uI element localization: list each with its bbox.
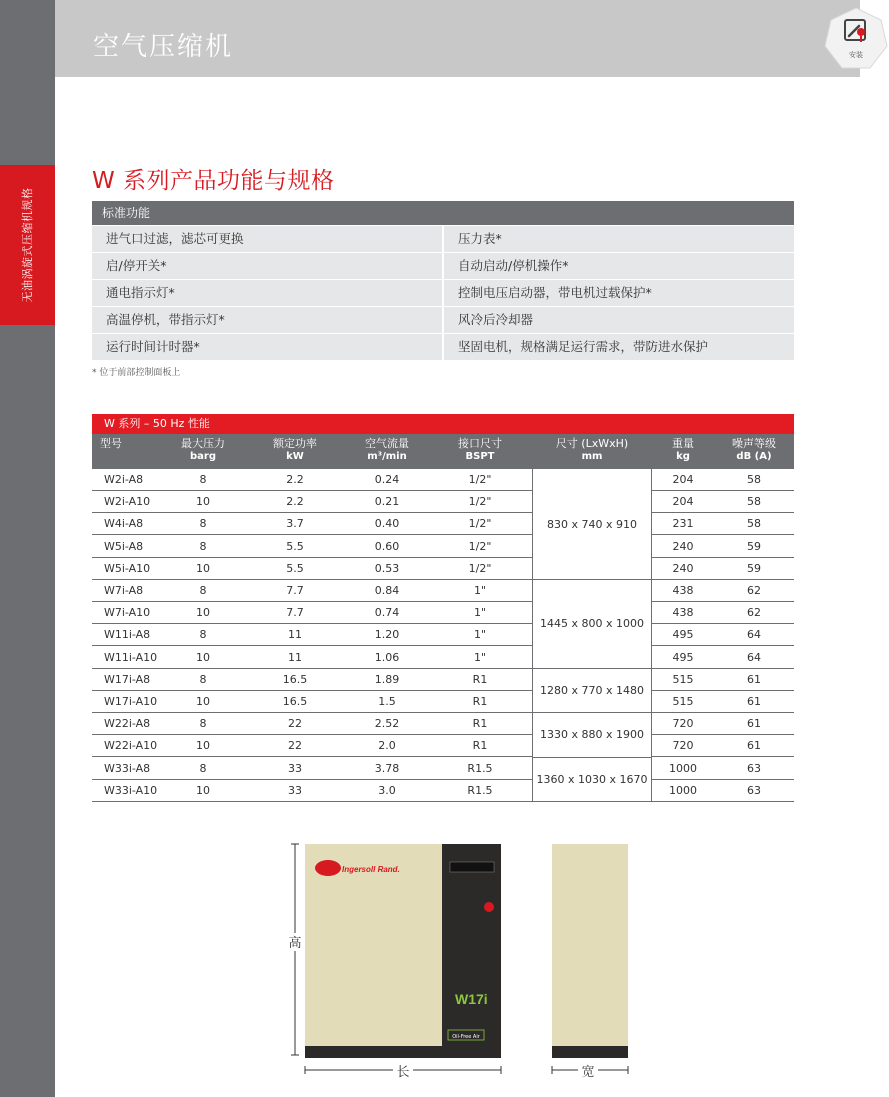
table-cell: 240: [672, 539, 694, 553]
table-row: [92, 691, 794, 713]
table-cell: 1/2": [468, 473, 492, 486]
table-cell: W22i-A8: [104, 717, 151, 731]
table-cell: 2.52: [374, 717, 400, 731]
column-label: 空气流量: [365, 437, 409, 450]
table-cell: W7i-A10: [104, 606, 151, 620]
table-cell: 0.53: [374, 561, 400, 575]
table-cell: 1.20: [374, 628, 400, 642]
footnote: * 位于前部控制面板上: [92, 368, 181, 378]
control-panel: [442, 844, 501, 1058]
column-header: [532, 437, 652, 463]
table-cell: 1/2": [468, 517, 492, 531]
feature-row: [92, 279, 794, 306]
table-cell: 2.0: [378, 739, 396, 753]
table-cell: 204: [672, 473, 694, 486]
table-cell: R1: [472, 739, 488, 753]
table-cell: 11: [288, 628, 302, 642]
table-cell: 495: [672, 650, 694, 664]
table-cell: 204: [672, 495, 694, 509]
height-label: 高: [288, 936, 302, 951]
spec-table: [92, 414, 794, 802]
table-cell: 3.7: [286, 517, 304, 531]
feature-cell: 进气口过滤，滤芯可更换: [92, 226, 442, 252]
page-header: [55, 0, 863, 77]
table-cell: R1: [472, 695, 488, 708]
table-row: [92, 558, 794, 580]
table-cell: 33: [288, 783, 302, 797]
table-cell: 62: [747, 606, 761, 620]
column-unit: BSPT: [465, 451, 495, 462]
spec-column-headers: [92, 434, 794, 469]
table-cell: 2.2: [286, 473, 304, 486]
feature-cell: 启/停开关*: [92, 253, 442, 279]
table-cell: 1": [473, 584, 487, 597]
table-cell: 3.78: [374, 761, 400, 775]
table-cell: W17i-A10: [104, 695, 158, 708]
table-cell: 1": [473, 606, 487, 620]
table-cell: 720: [672, 739, 694, 753]
oil-free-tag: Oil-Free Air: [452, 1034, 480, 1040]
feature-cell: 压力表*: [442, 226, 794, 252]
table-cell: 0.40: [374, 517, 400, 531]
column-label: 最大压力: [181, 437, 225, 450]
table-cell: W11i-A8: [104, 628, 151, 642]
column-header: [170, 437, 236, 463]
features-table: [92, 201, 794, 360]
column-unit: kg: [676, 451, 690, 462]
dimension-cell: 1360 x 1030 x 1670: [532, 758, 652, 802]
feature-cell: 坚固电机，规格满足运行需求，带防进水保护: [442, 334, 794, 360]
table-row: [92, 647, 794, 669]
badge-label: 安装: [849, 51, 863, 59]
model-mark: W17i: [455, 991, 488, 1007]
features-heading: 标准功能: [92, 201, 794, 225]
feature-row: [92, 252, 794, 279]
column-unit: mm: [581, 451, 603, 462]
table-cell: 0.21: [374, 495, 400, 509]
feature-cell: 风冷后冷却器: [442, 307, 794, 333]
table-cell: W17i-A8: [104, 672, 151, 686]
table-cell: 10: [196, 495, 210, 509]
dimension-cell: 1280 x 770 x 1480: [532, 669, 652, 713]
feature-cell: 自动启动/停机操作*: [442, 253, 794, 279]
table-cell: 8: [199, 717, 207, 731]
table-row: [92, 602, 794, 624]
table-cell: 0.74: [374, 606, 400, 620]
table-cell: 58: [747, 473, 761, 486]
table-cell: 61: [747, 717, 761, 731]
column-label: 接口尺寸: [458, 437, 502, 450]
table-cell: 10: [196, 561, 210, 575]
table-cell: 0.60: [374, 539, 400, 553]
table-cell: 5.5: [286, 561, 304, 575]
table-cell: 1/2": [468, 561, 492, 575]
table-row: [92, 513, 794, 535]
table-cell: 16.5: [282, 695, 308, 708]
table-row: [92, 469, 794, 491]
table-cell: 61: [747, 672, 761, 686]
table-cell: 495: [672, 628, 694, 642]
dimension-cell: 830 x 740 x 910: [532, 469, 652, 580]
wrench-icon: [823, 6, 889, 72]
table-cell: W11i-A10: [104, 650, 158, 664]
spec-rows: [92, 469, 794, 802]
table-row: [92, 780, 794, 802]
table-cell: 63: [747, 761, 761, 775]
table-cell: 1.5: [378, 695, 396, 708]
table-cell: 64: [747, 628, 761, 642]
table-cell: 720: [672, 717, 694, 731]
table-row: [92, 580, 794, 602]
table-cell: 22: [288, 717, 302, 731]
table-cell: 8: [199, 539, 207, 553]
table-cell: 8: [199, 672, 207, 686]
table-cell: 58: [747, 517, 761, 531]
table-cell: 59: [747, 539, 761, 553]
table-cell: 59: [747, 561, 761, 575]
table-cell: 58: [747, 495, 761, 509]
brand-name: Ingersoll Rand.: [342, 865, 400, 874]
table-cell: 33: [288, 761, 302, 775]
table-cell: 10: [196, 695, 210, 708]
table-cell: 3.0: [378, 783, 396, 797]
section-title: W 系列产品功能与规格: [92, 168, 335, 194]
feature-cell: 通电指示灯*: [92, 280, 442, 306]
feature-row: [92, 225, 794, 252]
table-row: [92, 536, 794, 558]
table-row: [92, 758, 794, 780]
table-cell: 61: [747, 695, 761, 708]
table-cell: 8: [199, 473, 207, 486]
length-label: 长: [396, 1065, 410, 1080]
table-cell: 16.5: [282, 672, 308, 686]
table-cell: R1: [472, 672, 488, 686]
column-header: [720, 437, 788, 463]
column-unit: dB (A): [736, 451, 772, 462]
column-label: 重量: [672, 437, 694, 450]
table-cell: 1": [473, 628, 487, 642]
table-cell: 515: [672, 695, 694, 708]
table-cell: 1": [473, 650, 487, 664]
column-label: 额定功率: [273, 437, 317, 450]
feature-row: [92, 306, 794, 333]
brand-logo-icon: [315, 860, 341, 876]
column-unit: barg: [190, 451, 216, 462]
table-cell: 231: [672, 517, 694, 531]
table-cell: 64: [747, 650, 761, 664]
dimension-cell: 1330 x 880 x 1900: [532, 713, 652, 757]
column-unit: kW: [286, 451, 304, 462]
cabinet-side: [552, 844, 628, 1058]
column-label: 型号: [100, 437, 122, 450]
table-row: [92, 735, 794, 757]
table-cell: W4i-A8: [104, 517, 144, 531]
feature-cell: 控制电压启动器，带电机过载保护*: [442, 280, 794, 306]
cabinet-base: [305, 1046, 501, 1058]
table-cell: 1.89: [374, 672, 400, 686]
table-cell: 1/2": [468, 539, 492, 553]
table-cell: R1.5: [467, 761, 493, 775]
table-cell: 1000: [669, 761, 697, 775]
table-row: [92, 624, 794, 646]
table-cell: 7.7: [286, 606, 304, 620]
column-unit: m³/min: [367, 451, 407, 462]
table-cell: W2i-A10: [104, 495, 151, 509]
table-cell: 1/2": [468, 495, 492, 509]
width-label: 宽: [581, 1065, 595, 1080]
column-header: [262, 437, 328, 463]
table-cell: 10: [196, 650, 210, 664]
table-cell: W5i-A10: [104, 561, 151, 575]
emergency-stop-button: [484, 902, 494, 912]
feature-row: [92, 333, 794, 360]
table-cell: 515: [672, 672, 694, 686]
table-cell: 438: [672, 584, 694, 597]
table-cell: 7.7: [286, 584, 304, 597]
table-cell: 8: [199, 584, 207, 597]
column-header: [659, 437, 707, 463]
table-cell: W33i-A10: [104, 783, 158, 797]
table-cell: 8: [199, 628, 207, 642]
table-row: [92, 491, 794, 513]
feature-cell: 高温停机，带指示灯*: [92, 307, 442, 333]
page-title: 空气压缩机: [93, 32, 234, 62]
sidebar-label: 无油涡旋式压缩机规格: [21, 187, 34, 303]
table-cell: 8: [199, 761, 207, 775]
table-cell: 10: [196, 783, 210, 797]
table-cell: 10: [196, 606, 210, 620]
table-cell: 240: [672, 561, 694, 575]
spec-heading: W 系列 – 50 Hz 性能: [92, 414, 794, 434]
table-cell: 61: [747, 739, 761, 753]
table-cell: 1.06: [374, 650, 400, 664]
column-label: 尺寸 (LxWxH): [555, 437, 629, 450]
table-cell: 2.2: [286, 495, 304, 509]
column-header: [354, 437, 420, 463]
table-row: [92, 669, 794, 691]
install-badge[interactable]: [823, 6, 889, 72]
column-label: 噪声等级: [732, 437, 776, 450]
table-cell: R1: [472, 717, 488, 731]
table-cell: 11: [288, 650, 302, 664]
table-cell: 1000: [669, 783, 697, 797]
table-cell: W22i-A10: [104, 739, 158, 753]
table-cell: W5i-A8: [104, 539, 144, 553]
table-cell: 62: [747, 584, 761, 597]
table-cell: 10: [196, 739, 210, 753]
table-cell: 22: [288, 739, 302, 753]
table-cell: 8: [199, 517, 207, 531]
table-cell: 63: [747, 783, 761, 797]
display-panel: [450, 862, 494, 872]
table-cell: W7i-A8: [104, 584, 144, 597]
table-cell: W2i-A8: [104, 473, 144, 486]
table-cell: 5.5: [286, 539, 304, 553]
dimension-cell: 1445 x 800 x 1000: [532, 580, 652, 669]
table-cell: W33i-A8: [104, 761, 151, 775]
table-cell: R1.5: [467, 783, 493, 797]
compressor-drawing: [280, 830, 660, 1090]
table-cell: 0.24: [374, 473, 400, 486]
table-cell: 438: [672, 606, 694, 620]
column-header: [447, 437, 513, 463]
table-cell: 0.84: [374, 584, 400, 597]
table-row: [92, 713, 794, 735]
feature-cell: 运行时间计时器*: [92, 334, 442, 360]
